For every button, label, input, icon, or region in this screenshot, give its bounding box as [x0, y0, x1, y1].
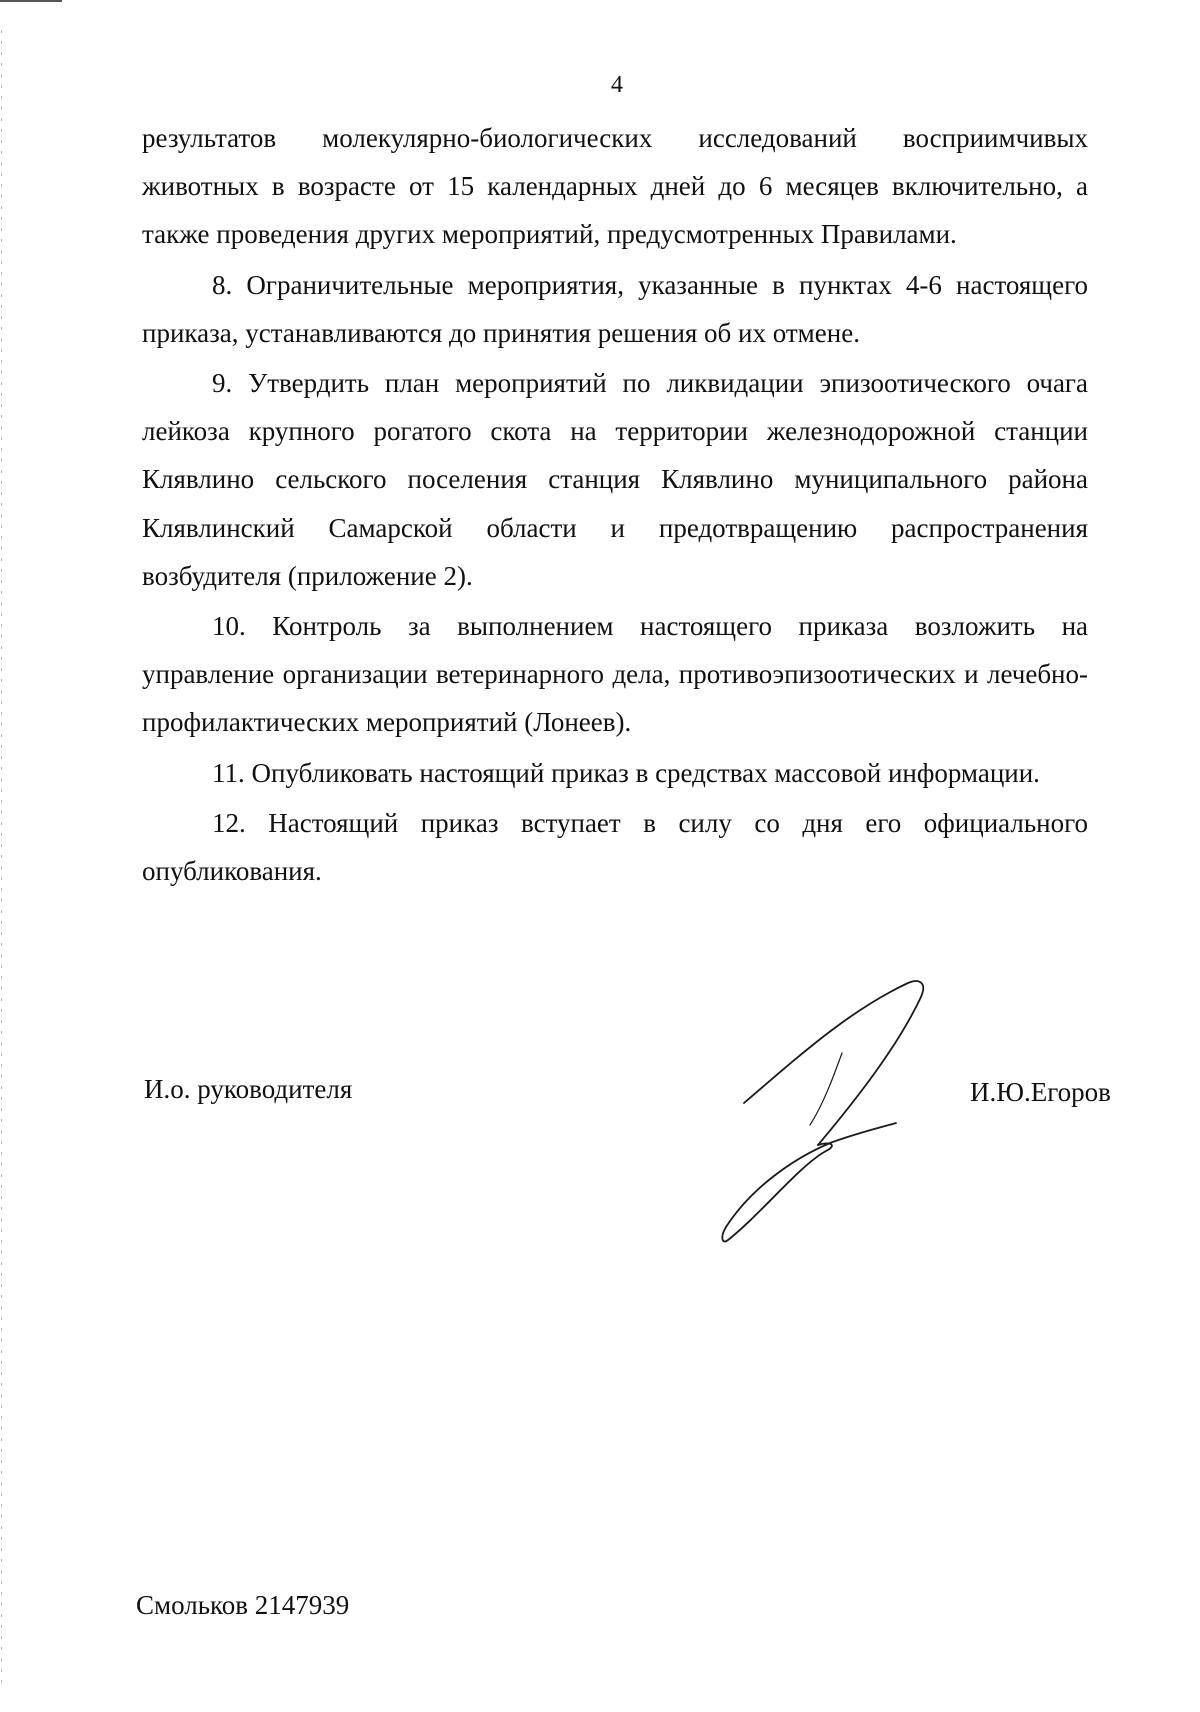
document-body: [142, 114, 1088, 895]
paragraph-continuation: результатов молекулярно-биологических исследований восприимчивых животных в возрасте от 15 календарных дней до 6 месяцев включительно, а также проведения других мероприятий, предусмотренных Правилами.: [142, 123, 1088, 250]
signatory-title: И.о. руководителя: [144, 1074, 353, 1104]
paragraph-item-9: 9. Утвердить план мероприятий по ликвидации эпизоотического очага лейкоза крупного рогатого скота на территории железнодорожной станции Клявлино сельского поселения станция Клявлино муниципального района Клявлинский Самарской области и предотвращению распространения возбудителя (приложение 2).: [142, 368, 1088, 591]
scan-edge-line: [1, 30, 2, 1690]
page-number: 4: [611, 72, 623, 98]
scan-edge-mark: [0, 0, 62, 2]
paragraph-item-12: 12. Настоящий приказ вступает в силу со дня его официального опубликования.: [142, 807, 1088, 887]
paragraph-item-11: 11. Опубликовать настоящий приказ в средствах массовой информации.: [212, 757, 1040, 788]
paragraph-item-8: 8. Ограничительные мероприятия, указанные в пунктах 4-6 настоящего приказа, устанавливаются до принятия решения об их отмене.: [142, 269, 1088, 348]
executor-note: Смольков 2147939: [136, 1590, 350, 1620]
handwritten-signature: [720, 975, 950, 1245]
signatory-name: И.Ю.Егоров: [970, 1077, 1111, 1107]
paragraph-item-10: 10. Контроль за выполнением настоящего приказа возложить на управление организации ветеринарного дела, противоэпизоотических и лечебно-профилактических мероприятий (Лонеев).: [142, 611, 1088, 738]
